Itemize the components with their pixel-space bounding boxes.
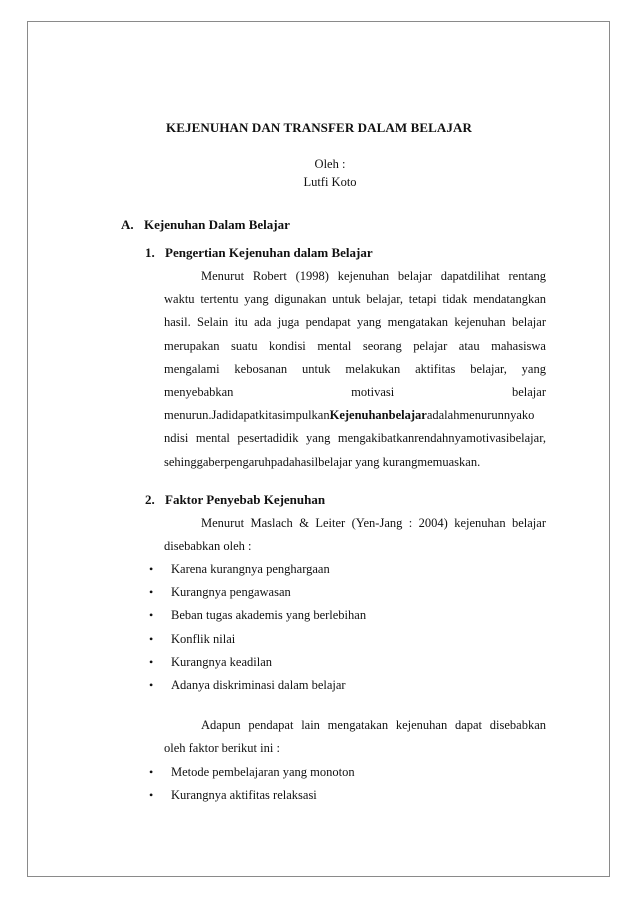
- section-a-title: Kejenuhan Dalam Belajar: [144, 217, 290, 232]
- list-item: [149, 630, 366, 653]
- bullet-icon: •: [149, 585, 154, 600]
- subsection-1-title: Pengertian Kejenuhan dalam Belajar: [165, 245, 373, 260]
- list-item-text: Adanya diskriminasi dalam belajar: [171, 677, 346, 692]
- causes-intro-paragraph: [164, 514, 546, 560]
- paragraph-line: ndisi mental pesertadidik yang mengakibatkanrendahnyamotivasibelajar,: [164, 431, 546, 446]
- subsection-1-heading: [145, 245, 373, 261]
- paragraph-line: [164, 406, 546, 429]
- paragraph-line: hasil. Selain itu ada juga pendapat yang mengatakan kejenuhan belajar: [164, 315, 546, 330]
- list-item: [149, 763, 355, 786]
- list-item: [149, 606, 366, 629]
- paragraph-line: Adapun pendapat lain mengatakan kejenuhan dapat disebabkan: [201, 718, 546, 732]
- list-item-text: Kurangnya keadilan: [171, 654, 273, 669]
- list-item: [149, 676, 366, 699]
- bullet-icon: •: [149, 654, 154, 669]
- subsection-1-number: 1.: [145, 245, 155, 260]
- bullet-icon: •: [149, 788, 154, 803]
- author-block: [0, 155, 638, 191]
- document-title: KEJENUHAN DAN TRANSFER DALAM BELAJAR: [166, 120, 472, 135]
- author-name: Lutfi Koto: [303, 175, 357, 189]
- list-item-text: Beban tugas akademis yang berlebihan: [171, 608, 367, 623]
- bullet-icon: •: [149, 608, 154, 623]
- paragraph-line: menyebabkan motivasi belajar: [164, 384, 546, 399]
- bullet-icon: •: [149, 562, 154, 576]
- paragraph-line: Menurut Maslach & Leiter (Yen-Jang : 2004) kejenuhan belajar: [201, 516, 546, 530]
- list-item: [149, 653, 366, 676]
- list-item-text: Kurangnya pengawasan: [171, 585, 291, 600]
- causes-list: [149, 560, 366, 699]
- subsection-2-heading: [145, 492, 325, 508]
- section-a-heading: [121, 217, 290, 233]
- other-opinion-paragraph: [164, 716, 546, 762]
- list-item-text: Metode pembelajaran yang monoton: [171, 765, 355, 779]
- conclusion-bold-term: Kejenuhanbelajar: [329, 408, 427, 423]
- author-label: Oleh :: [314, 157, 346, 171]
- conclusion-text: menurun.Jadidapatkitasimpulkan: [164, 408, 330, 423]
- list-item-text: Kurangnya aktifitas relaksasi: [171, 788, 317, 803]
- list-item: [149, 786, 355, 809]
- paragraph-line: oleh faktor berikut ini :: [164, 741, 280, 756]
- other-causes-list: [149, 763, 355, 809]
- list-item: [149, 560, 366, 583]
- subsection-2-title: Faktor Penyebab Kejenuhan: [165, 492, 326, 507]
- bullet-icon: •: [149, 631, 154, 646]
- paragraph-line: disebabkan oleh :: [164, 539, 252, 554]
- paragraph-line: sehinggaberpengaruhpadahasilbelajar yang kurangmemuaskan.: [164, 454, 481, 469]
- paragraph-line: mengalami kebosanan untuk melakukan aktifitas belajar, yang: [164, 361, 546, 376]
- list-item-text: Konflik nilai: [171, 631, 236, 646]
- list-item-text: Karena kurangnya penghargaan: [171, 562, 330, 576]
- paragraph-line: waktu tertentu yang digunakan untuk belajar, tetapi tidak mendatangkan: [164, 292, 546, 307]
- list-item: [149, 583, 366, 606]
- conclusion-text-continued: adalahmenurunnyako: [426, 408, 535, 423]
- definition-paragraph: [164, 267, 546, 476]
- bullet-icon: •: [149, 765, 154, 779]
- paragraph-line: Menurut Robert (1998) kejenuhan belajar dapatdilihat rentang: [201, 269, 546, 283]
- subsection-2-number: 2.: [145, 492, 155, 507]
- section-a-label: A.: [121, 217, 134, 232]
- paragraph-line: merupakan suatu kondisi mental seorang pelajar atau mahasiswa: [164, 338, 546, 353]
- bullet-icon: •: [149, 677, 154, 692]
